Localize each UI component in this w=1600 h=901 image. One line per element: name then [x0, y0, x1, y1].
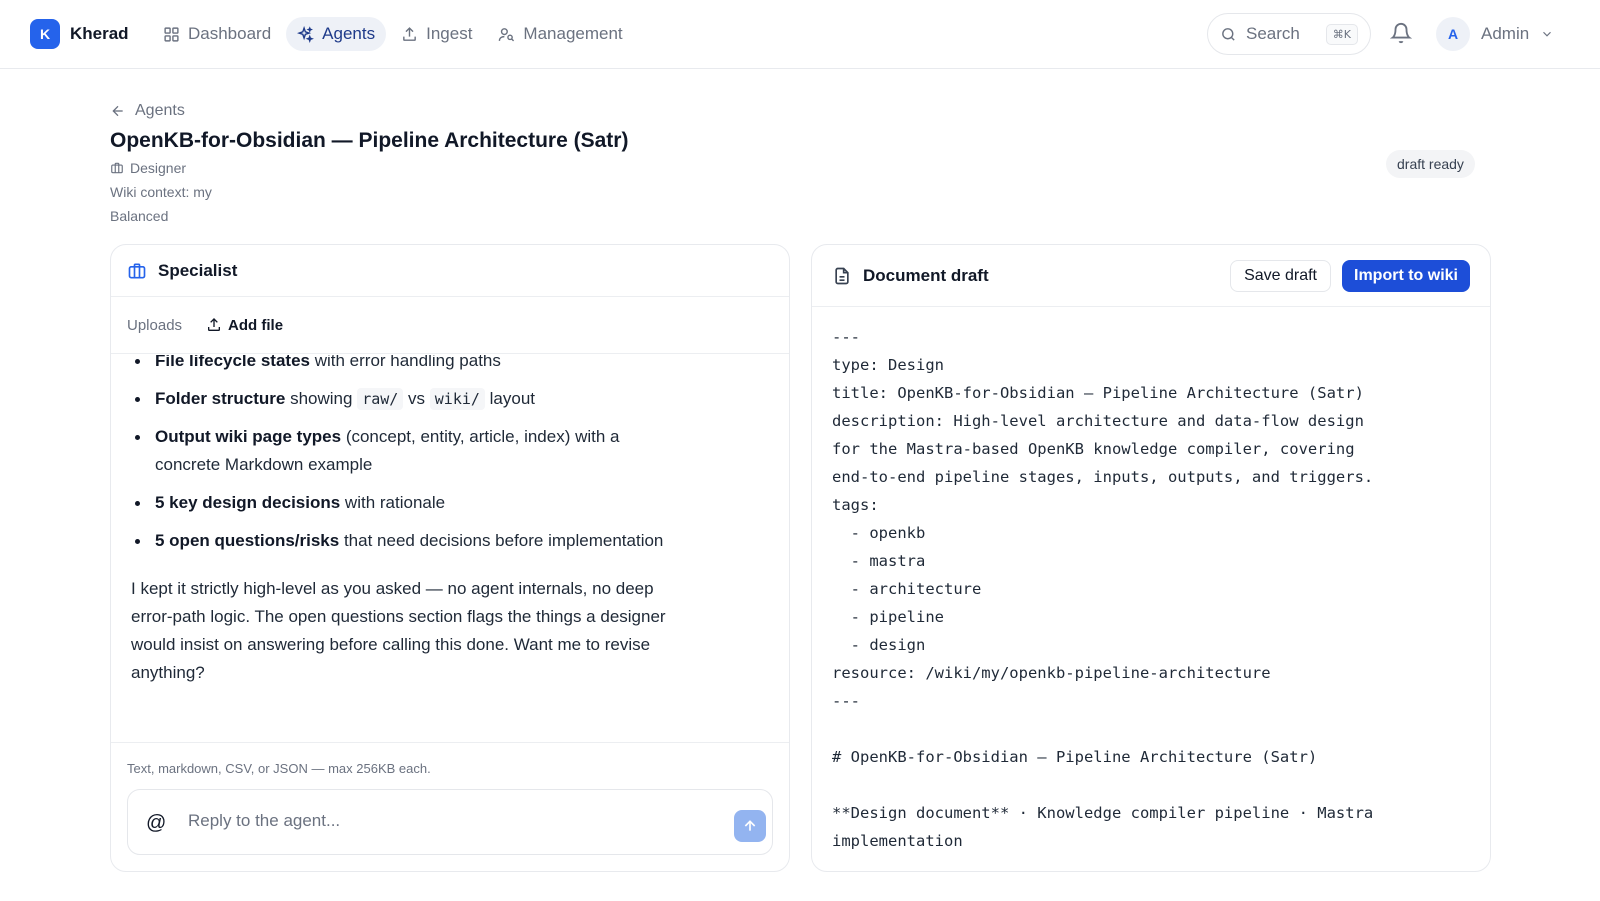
save-draft-button[interactable]: Save draft [1230, 260, 1331, 292]
back-link[interactable] [110, 102, 185, 120]
arrow-up-icon [742, 818, 758, 834]
list-item: 5 open questions/risks that need decisions before implementation [131, 527, 671, 555]
document-draft-title: Document draft [863, 265, 989, 285]
composer-area [111, 742, 790, 872]
page-title: OpenKB-for-Obsidian — Pipeline Architecture (Satr) [110, 129, 629, 152]
document-draft-editor[interactable]: --- type: Design title: OpenKB-for-Obsidian — Pipeline Architecture (Satr) description: High-level architecture and data-flow design for the Mastra-based OpenKB knowledge compiler, covering end-to-end pipeline stages, inputs, outputs, and triggers. tags: - openkb - mastra - architecture - pipeline - design resource: /wiki/my/openkb-pipeline-architecture --- # OpenKB-for-Obsidian — Pipeline Architecture (Satr) **Design document** · Knowledge compiler pipeline · Mastra implementation [832, 328, 1374, 850]
document-draft-panel [811, 244, 1491, 872]
add-file-button[interactable] [206, 317, 283, 334]
reply-input[interactable] [188, 806, 708, 836]
agent-message-list [131, 355, 771, 555]
agent-mode: Balanced [110, 208, 169, 224]
document-icon [832, 266, 852, 286]
briefcase-icon [110, 161, 124, 175]
list-item: Output wiki page types (concept, entity, article, index) with a concrete Markdown example [131, 423, 671, 479]
specialist-header [111, 245, 789, 297]
upload-hint: Text, markdown, CSV, or JSON — max 256KB each. [127, 761, 431, 776]
list-item: 5 key design decisions with rationale [131, 489, 671, 517]
users-icon [498, 26, 515, 43]
avatar: A [1436, 17, 1470, 51]
user-name: Admin [1481, 24, 1530, 43]
specialist-title: Specialist [158, 260, 238, 280]
status-badge: draft ready [1386, 150, 1475, 178]
search-shortcut: ⌘K [1326, 24, 1358, 45]
add-file-label: Add file [228, 316, 284, 334]
search-icon [1220, 26, 1237, 43]
top-navigation-bar [0, 0, 1600, 69]
nav-item-label: Ingest [426, 24, 473, 43]
reply-composer [127, 789, 773, 855]
nav-item-management[interactable] [487, 17, 633, 51]
specialist-panel [110, 244, 790, 872]
brand[interactable] [30, 19, 129, 49]
chat-messages[interactable] [111, 355, 790, 742]
nav-item-dashboard[interactable] [152, 17, 282, 51]
brand-logo: K [30, 19, 60, 49]
agent-role-label: Designer [130, 160, 187, 176]
sparkles-icon [297, 26, 314, 43]
agent-role [110, 160, 186, 176]
upload-icon [401, 26, 418, 43]
agent-message-paragraph: I kept it strictly high-level as you asked — no agent internals, no deep error-path logic. The open questions section flags the things a designer would insist on answering before calling this done. Want me to revise anything? [131, 579, 666, 682]
brand-name: Kherad [70, 24, 129, 43]
mention-button[interactable]: @ [146, 812, 167, 834]
nav-item-label: Management [523, 24, 623, 43]
search-label: Search [1246, 24, 1300, 43]
list-item: Folder structure showing raw/ vs wiki/ layout [131, 385, 671, 413]
uploads-label: Uploads [127, 316, 183, 334]
nav-item-ingest[interactable] [390, 17, 483, 51]
uploads-bar [111, 297, 789, 354]
briefcase-icon [127, 261, 147, 281]
send-button[interactable] [734, 810, 766, 842]
back-label: Agents [135, 102, 185, 119]
main-nav [152, 17, 634, 51]
document-draft-header [812, 245, 1490, 307]
chevron-down-icon [1540, 27, 1554, 41]
nav-item-label: Agents [322, 24, 376, 43]
bell-icon[interactable] [1390, 22, 1412, 44]
arrow-left-icon [110, 103, 126, 119]
user-menu[interactable] [1436, 17, 1554, 51]
grid-icon [163, 26, 180, 43]
search-button[interactable] [1207, 13, 1371, 55]
wiki-context: Wiki context: my [110, 184, 212, 200]
nav-item-agents[interactable] [286, 17, 386, 51]
list-item: File lifecycle states with error handling paths [131, 355, 671, 375]
nav-item-label: Dashboard [188, 24, 272, 43]
import-to-wiki-button[interactable]: Import to wiki [1342, 260, 1470, 292]
upload-icon [206, 317, 222, 333]
